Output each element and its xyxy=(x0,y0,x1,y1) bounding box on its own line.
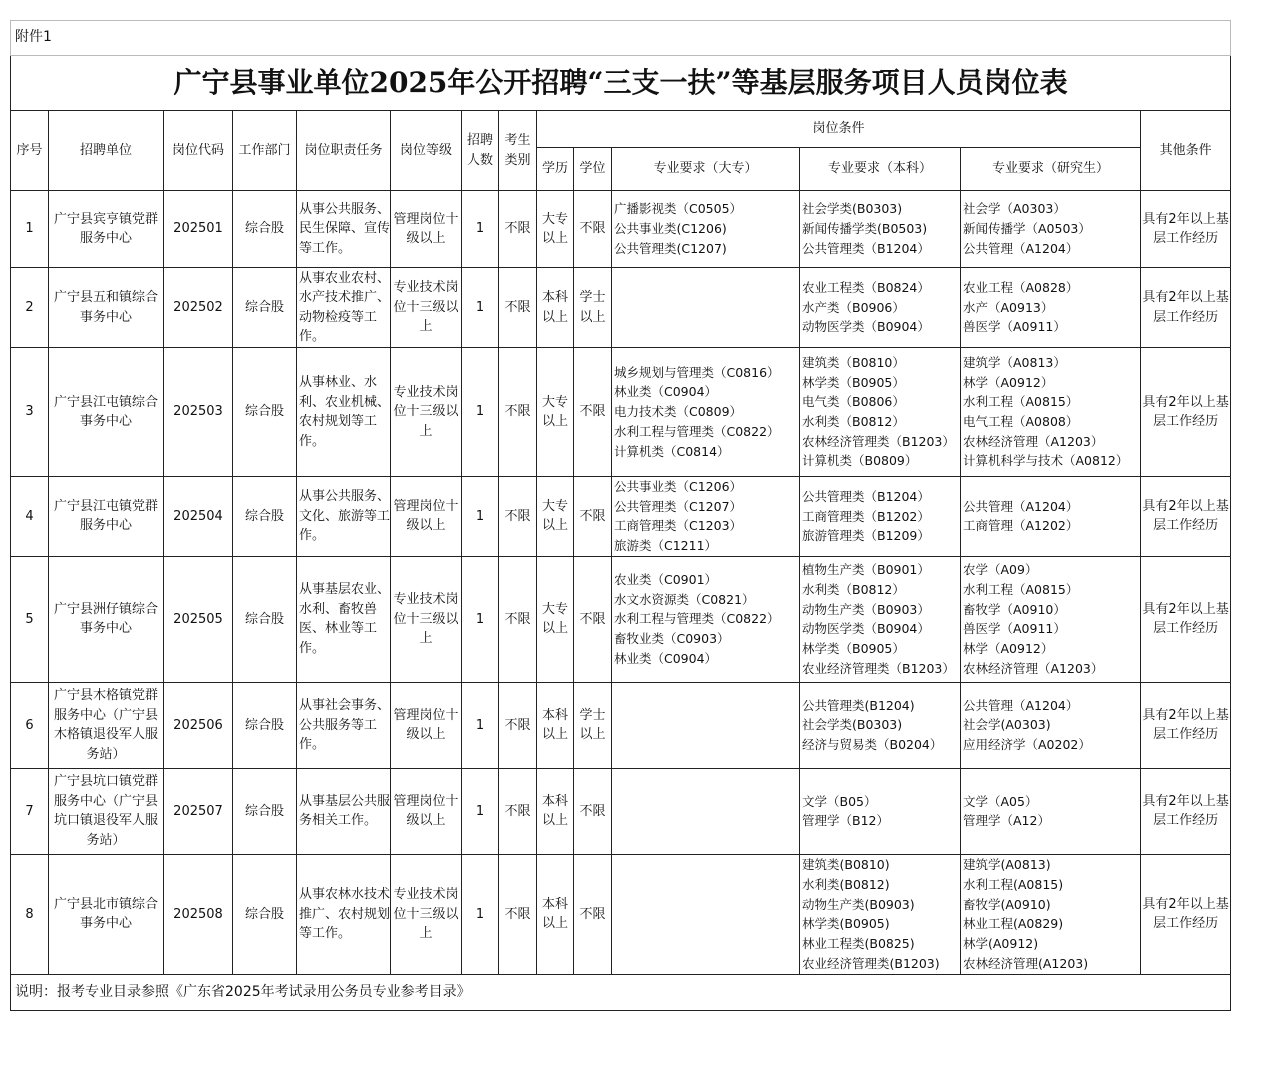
row-code: 202505 xyxy=(164,556,233,682)
major-item: 经济与贸易类（B0204） xyxy=(802,737,943,753)
row-major-college xyxy=(612,268,800,348)
row-dept: 综合股 xyxy=(233,768,297,854)
row-dept: 综合股 xyxy=(233,556,297,682)
major-item: 水产（A0913） xyxy=(963,299,1054,315)
row-major-college xyxy=(612,348,800,477)
row-unit: 广宁县江屯镇党群服务中心 xyxy=(49,477,164,557)
major-item: 公共事业类(C1206) xyxy=(614,221,727,237)
row-duty: 从事基层公共服务相关工作。 xyxy=(297,768,391,854)
major-item: 水文水资源类（C0821） xyxy=(614,591,755,607)
header-dept: 工作部门 xyxy=(233,111,297,191)
row-other: 具有2年以上基层工作经历 xyxy=(1141,854,1231,974)
header-duty: 岗位职责任务 xyxy=(297,111,391,191)
major-item: 农业工程（A0828） xyxy=(963,279,1079,295)
row-level: 管理岗位十级以上 xyxy=(391,191,462,268)
row-other: 具有2年以上基层工作经历 xyxy=(1141,268,1231,348)
row-seq: 8 xyxy=(11,854,49,974)
recruitment-table-sheet xyxy=(10,20,1230,1011)
row-duty: 从事公共服务、文化、旅游等工作。 xyxy=(297,477,391,557)
row-degree: 不限 xyxy=(574,854,612,974)
row-major-college xyxy=(612,191,800,268)
row-major-college xyxy=(612,854,800,974)
major-item: 公共管理（A1204） xyxy=(963,498,1079,514)
major-item: 农林经济管理（A1203） xyxy=(963,660,1104,676)
table-row xyxy=(11,191,1231,268)
row-code: 202506 xyxy=(164,682,233,768)
header-code: 岗位代码 xyxy=(164,111,233,191)
major-item: 社会学类(B0303) xyxy=(802,717,903,733)
row-major-graduate xyxy=(961,768,1141,854)
row-major-graduate xyxy=(961,191,1141,268)
major-item: 社会学类(B0303) xyxy=(802,201,903,217)
major-item: 建筑学（A0813） xyxy=(963,354,1066,370)
major-item: 公共管理类（B1204） xyxy=(802,240,930,256)
header-degree: 学位 xyxy=(574,148,612,191)
table-row xyxy=(11,477,1231,557)
table-row xyxy=(11,556,1231,682)
row-count: 1 xyxy=(462,477,499,557)
major-item: 农学（A09） xyxy=(963,562,1038,578)
row-category: 不限 xyxy=(499,768,537,854)
major-item: 兽医学（A0911） xyxy=(963,621,1066,637)
row-edu: 大专以上 xyxy=(537,556,574,682)
row-category: 不限 xyxy=(499,348,537,477)
major-item: 应用经济学（A0202） xyxy=(963,737,1091,753)
major-item: 林学类（B0905） xyxy=(802,374,905,390)
row-category: 不限 xyxy=(499,191,537,268)
row-count: 1 xyxy=(462,268,499,348)
row-duty: 从事林业、水利、农业机械、农村规划等工作。 xyxy=(297,348,391,477)
row-duty: 从事公共服务、民生保障、宣传等工作。 xyxy=(297,191,391,268)
row-major-graduate xyxy=(961,854,1141,974)
row-level: 专业技术岗位十三级以上 xyxy=(391,854,462,974)
row-major-graduate xyxy=(961,556,1141,682)
row-major-college xyxy=(612,477,800,557)
header-level: 岗位等级 xyxy=(391,111,462,191)
major-item: 林业工程(A0829) xyxy=(963,916,1064,932)
row-seq: 7 xyxy=(11,768,49,854)
major-item: 动物医学类（B0904） xyxy=(802,319,930,335)
major-item: 农业工程类（B0824） xyxy=(802,279,930,295)
major-item: 农业经济管理类(B1203) xyxy=(802,955,940,971)
row-degree: 不限 xyxy=(574,348,612,477)
header-category: 考生类别 xyxy=(499,111,537,191)
major-item: 公共管理类(C1207) xyxy=(614,240,727,256)
major-item: 林学类(B0905) xyxy=(802,916,890,932)
row-code: 202501 xyxy=(164,191,233,268)
major-item: 公共管理（A1204） xyxy=(963,240,1079,256)
row-major-college xyxy=(612,682,800,768)
major-item: 水利工程（A0815） xyxy=(963,581,1079,597)
header-major-bachelor: 专业要求（本科） xyxy=(800,148,961,191)
row-major-bachelor xyxy=(800,682,961,768)
row-seq: 2 xyxy=(11,268,49,348)
major-item: 公共管理（A1204） xyxy=(963,697,1079,713)
table-body xyxy=(11,191,1231,975)
major-item: 公共事业类（C1206） xyxy=(614,479,743,494)
major-item: 水利工程(A0815) xyxy=(963,876,1064,892)
row-duty: 从事农林水技术推广、农村规划等工作。 xyxy=(297,854,391,974)
row-degree: 不限 xyxy=(574,556,612,682)
row-other: 具有2年以上基层工作经历 xyxy=(1141,682,1231,768)
row-count: 1 xyxy=(462,854,499,974)
row-code: 202502 xyxy=(164,268,233,348)
row-category: 不限 xyxy=(499,854,537,974)
major-item: 文学（B05） xyxy=(802,793,877,809)
major-item: 建筑类（B0810） xyxy=(802,354,905,370)
row-seq: 6 xyxy=(11,682,49,768)
row-seq: 1 xyxy=(11,191,49,268)
annex-label: 附件1 xyxy=(11,21,1231,56)
major-item: 农业类（C0901） xyxy=(614,572,718,588)
major-item: 旅游管理类（B1209） xyxy=(802,528,930,544)
major-item: 林业工程类(B0825) xyxy=(802,936,915,952)
row-major-bachelor xyxy=(800,348,961,477)
row-degree: 不限 xyxy=(574,768,612,854)
major-item: 农林经济管理类（B1203） xyxy=(802,433,955,449)
major-item: 社会学(A0303) xyxy=(963,717,1051,733)
major-item: 建筑类(B0810) xyxy=(802,857,890,873)
major-item: 动物生产类(B0903) xyxy=(802,896,915,912)
row-major-bachelor xyxy=(800,191,961,268)
row-edu: 大专以上 xyxy=(537,348,574,477)
major-item: 社会学（A0303） xyxy=(963,201,1066,217)
major-item: 工商管理类（C1203） xyxy=(614,518,743,534)
row-other: 具有2年以上基层工作经历 xyxy=(1141,477,1231,557)
header-unit: 招聘单位 xyxy=(49,111,164,191)
row-edu: 本科以上 xyxy=(537,268,574,348)
row-edu: 大专以上 xyxy=(537,191,574,268)
major-item: 文学（A05） xyxy=(963,793,1038,809)
row-code: 202508 xyxy=(164,854,233,974)
major-item: 畜牧学（A0910） xyxy=(963,601,1066,617)
row-count: 1 xyxy=(462,191,499,268)
major-item: 水利类(B0812) xyxy=(802,876,890,892)
row-count: 1 xyxy=(462,768,499,854)
major-item: 兽医学（A0911） xyxy=(963,319,1066,335)
header-count: 招聘人数 xyxy=(462,111,499,191)
major-item: 电气类（B0806） xyxy=(802,394,905,410)
row-degree: 不限 xyxy=(574,477,612,557)
row-unit: 广宁县木格镇党群服务中心（广宁县木格镇退役军人服务站） xyxy=(49,682,164,768)
table-row xyxy=(11,768,1231,854)
header-edu: 学历 xyxy=(537,148,574,191)
row-unit: 广宁县五和镇综合事务中心 xyxy=(49,268,164,348)
major-item: 公共管理类（C1207） xyxy=(614,498,743,514)
row-count: 1 xyxy=(462,556,499,682)
major-item: 工商管理（A1202） xyxy=(963,518,1079,534)
row-major-graduate xyxy=(961,268,1141,348)
row-degree: 学士以上 xyxy=(574,268,612,348)
major-item: 城乡规划与管理类（C0816） xyxy=(614,364,780,380)
row-duty: 从事农业农村、水产技术推广、动物检疫等工作。 xyxy=(297,268,391,348)
major-item: 公共管理类（B1204） xyxy=(802,488,930,504)
row-other: 具有2年以上基层工作经历 xyxy=(1141,348,1231,477)
row-major-bachelor xyxy=(800,268,961,348)
row-duty: 从事基层农业、水利、畜牧兽医、林业等工作。 xyxy=(297,556,391,682)
row-level: 专业技术岗位十三级以上 xyxy=(391,348,462,477)
header-major-college: 专业要求（大专） xyxy=(612,148,800,191)
row-other: 具有2年以上基层工作经历 xyxy=(1141,191,1231,268)
major-item: 计算机类（C0814） xyxy=(614,443,730,459)
row-unit: 广宁县洲仔镇综合事务中心 xyxy=(49,556,164,682)
major-item: 畜牧业类（C0903） xyxy=(614,631,730,647)
row-category: 不限 xyxy=(499,556,537,682)
row-seq: 5 xyxy=(11,556,49,682)
row-code: 202503 xyxy=(164,348,233,477)
table-row xyxy=(11,348,1231,477)
recruitment-table xyxy=(10,20,1231,1011)
row-category: 不限 xyxy=(499,477,537,557)
row-major-bachelor xyxy=(800,477,961,557)
row-edu: 本科以上 xyxy=(537,768,574,854)
major-item: 计算机科学与技术（A0812） xyxy=(963,453,1129,469)
row-dept: 综合股 xyxy=(233,477,297,557)
row-seq: 4 xyxy=(11,477,49,557)
row-dept: 综合股 xyxy=(233,682,297,768)
header-major-graduate: 专业要求（研究生） xyxy=(961,148,1141,191)
row-dept: 综合股 xyxy=(233,191,297,268)
major-item: 管理学（B12） xyxy=(802,813,889,829)
major-item: 农林经济管理（A1203） xyxy=(963,433,1104,449)
major-item: 电气工程（A0808） xyxy=(963,414,1079,429)
row-degree: 学士以上 xyxy=(574,682,612,768)
row-level: 管理岗位十级以上 xyxy=(391,477,462,557)
major-item: 林学(A0912) xyxy=(963,936,1039,952)
row-category: 不限 xyxy=(499,268,537,348)
major-item: 水利类（B0812） xyxy=(802,414,905,429)
row-edu: 本科以上 xyxy=(537,682,574,768)
table-row xyxy=(11,268,1231,348)
major-item: 农林经济管理(A1203) xyxy=(963,955,1089,971)
footnote: 说明：报考专业目录参照《广东省2025年考试录用公务员专业参考目录》 xyxy=(11,974,1231,1010)
row-major-graduate xyxy=(961,348,1141,477)
major-item: 电力技术类（C0809） xyxy=(614,404,743,420)
row-other: 具有2年以上基层工作经历 xyxy=(1141,768,1231,854)
table-row xyxy=(11,682,1231,768)
major-item: 林学类（B0905） xyxy=(802,641,905,657)
major-item: 水利工程与管理类（C0822） xyxy=(614,611,780,627)
row-code: 202507 xyxy=(164,768,233,854)
row-dept: 综合股 xyxy=(233,348,297,477)
row-category: 不限 xyxy=(499,682,537,768)
row-major-college xyxy=(612,556,800,682)
row-seq: 3 xyxy=(11,348,49,477)
major-item: 计算机类（B0809） xyxy=(802,453,918,469)
row-major-bachelor xyxy=(800,854,961,974)
major-item: 工商管理类（B1202） xyxy=(802,508,930,524)
page-title: 广宁县事业单位2025年公开招聘“三支一扶”等基层服务项目人员岗位表 xyxy=(11,56,1231,111)
row-dept: 综合股 xyxy=(233,268,297,348)
row-level: 管理岗位十级以上 xyxy=(391,768,462,854)
major-item: 新闻传播学类(B0503) xyxy=(802,221,928,237)
major-item: 建筑学(A0813) xyxy=(963,857,1051,873)
major-item: 林业类（C0904） xyxy=(614,384,718,400)
major-item: 水利工程与管理类（C0822） xyxy=(614,423,780,439)
row-edu: 大专以上 xyxy=(537,477,574,557)
row-level: 管理岗位十级以上 xyxy=(391,682,462,768)
row-duty: 从事社会事务、公共服务等工作。 xyxy=(297,682,391,768)
row-count: 1 xyxy=(462,348,499,477)
major-item: 旅游类（C1211） xyxy=(614,538,718,554)
major-item: 林学（A0912） xyxy=(963,641,1054,657)
row-code: 202504 xyxy=(164,477,233,557)
row-major-graduate xyxy=(961,682,1141,768)
row-other: 具有2年以上基层工作经历 xyxy=(1141,556,1231,682)
row-major-bachelor xyxy=(800,556,961,682)
major-item: 动物生产类（B0903） xyxy=(802,601,930,617)
row-edu: 本科以上 xyxy=(537,854,574,974)
major-item: 水利工程（A0815） xyxy=(963,394,1079,410)
row-dept: 综合股 xyxy=(233,854,297,974)
row-degree: 不限 xyxy=(574,191,612,268)
row-major-graduate xyxy=(961,477,1141,557)
major-item: 农业经济管理类（B1203） xyxy=(802,660,955,676)
row-unit: 广宁县宾亨镇党群服务中心 xyxy=(49,191,164,268)
row-unit: 广宁县北市镇综合事务中心 xyxy=(49,854,164,974)
row-level: 专业技术岗位十三级以上 xyxy=(391,556,462,682)
major-item: 林学（A0912） xyxy=(963,374,1054,390)
row-level: 专业技术岗位十三级以上 xyxy=(391,268,462,348)
major-item: 林业类（C0904） xyxy=(614,650,718,666)
row-count: 1 xyxy=(462,682,499,768)
row-major-college xyxy=(612,768,800,854)
major-item: 畜牧学(A0910) xyxy=(963,896,1051,912)
row-major-bachelor xyxy=(800,768,961,854)
major-item: 新闻传播学（A0503） xyxy=(963,221,1091,237)
major-item: 水产类（B0906） xyxy=(802,299,905,315)
major-item: 管理学（A12） xyxy=(963,813,1050,829)
major-item: 水利类（B0812） xyxy=(802,581,905,597)
major-item: 广播影视类（C0505） xyxy=(614,201,743,217)
major-item: 动物医学类（B0904） xyxy=(802,621,930,637)
header-other: 其他条件 xyxy=(1141,111,1231,191)
table-row xyxy=(11,854,1231,974)
major-item: 公共管理类(B1204) xyxy=(802,697,915,713)
header-seq: 序号 xyxy=(11,111,49,191)
header-conditions: 岗位条件 xyxy=(537,111,1141,148)
major-item: 植物生产类（B0901） xyxy=(802,562,930,578)
row-unit: 广宁县坑口镇党群服务中心（广宁县坑口镇退役军人服务站） xyxy=(49,768,164,854)
row-unit: 广宁县江屯镇综合事务中心 xyxy=(49,348,164,477)
